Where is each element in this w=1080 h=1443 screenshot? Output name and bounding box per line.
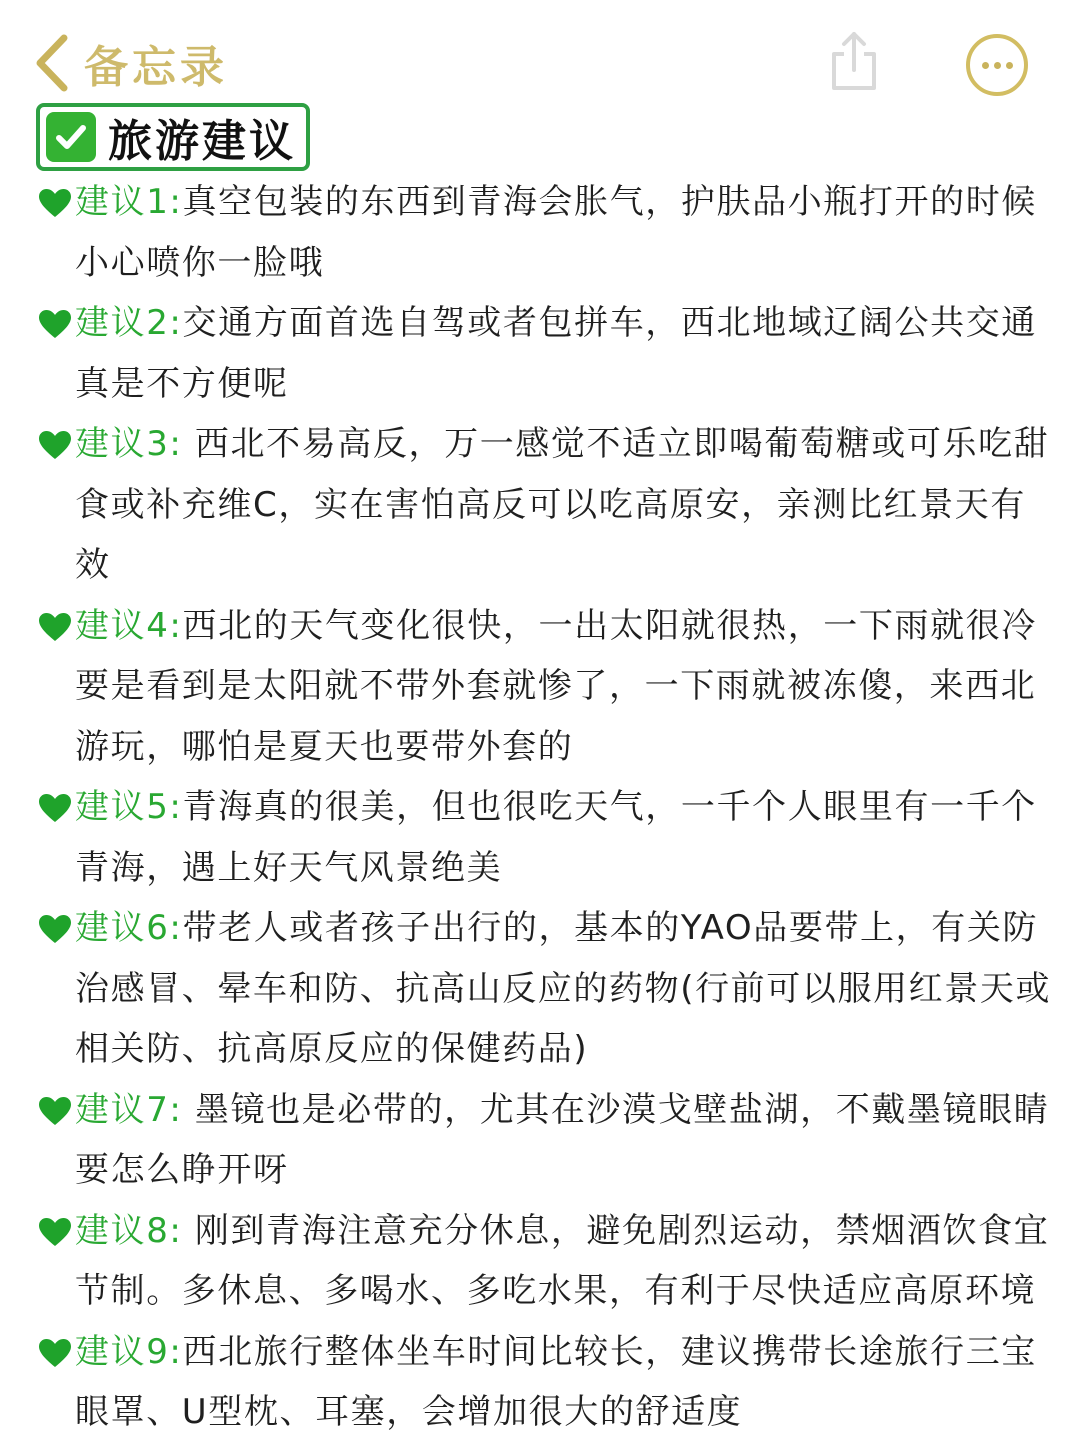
tip-text xyxy=(75,414,1060,596)
list-item xyxy=(0,293,1080,414)
green-heart-icon xyxy=(38,1096,72,1126)
green-heart-icon xyxy=(38,430,72,460)
tip-label: 建议9: xyxy=(75,1331,183,1372)
list-item xyxy=(0,898,1080,1080)
green-heart-icon xyxy=(38,793,72,823)
tip-text xyxy=(75,1322,1060,1443)
share-icon xyxy=(826,28,882,94)
list-item xyxy=(0,596,1080,778)
tip-body: 西北的天气变化很快，一出太阳就很热，一下雨就很冷要是看到是太阳就不带外套就惨了，一下雨就被冻傻，来西北游玩，哪怕是夏天也要带外套的 xyxy=(75,605,1037,767)
tip-text xyxy=(75,1080,1060,1201)
tip-label: 建议1: xyxy=(75,182,183,222)
tip-label: 建议2: xyxy=(75,303,183,343)
green-heart-icon xyxy=(38,1217,72,1247)
note-title: 旅游建议 xyxy=(108,116,296,167)
tip-text xyxy=(75,898,1060,1080)
green-heart-icon xyxy=(38,612,72,642)
tip-label: 建议3: xyxy=(75,424,183,464)
green-heart-icon xyxy=(38,914,72,944)
tip-label: 建议5: xyxy=(75,787,183,827)
note-title-box xyxy=(36,103,310,171)
back-label: 备忘录 xyxy=(84,42,228,93)
more-button[interactable] xyxy=(966,34,1028,96)
share-button[interactable] xyxy=(826,28,882,94)
green-heart-icon xyxy=(38,188,72,218)
green-heart-icon xyxy=(38,1338,72,1368)
tip-body: 墨镜也是必带的，尤其在沙漠戈壁盐湖，不戴墨镜眼睛要怎么睁开呀 xyxy=(75,1089,1050,1190)
tip-text xyxy=(75,777,1060,898)
green-heart-icon xyxy=(38,309,72,339)
tip-text xyxy=(75,172,1060,293)
list-item xyxy=(0,1322,1080,1443)
tip-label: 建议7: xyxy=(75,1089,183,1130)
more-icon xyxy=(982,62,989,69)
navigation-bar xyxy=(0,0,1080,100)
tip-body: 刚到青海注意充分休息，避免剧烈运动，禁烟酒饮食宜节制。多休息、多喝水、多吃水果，有利于尽快适应高原环境 xyxy=(75,1210,1050,1311)
tips-list xyxy=(0,172,1080,1443)
tip-body: 西北不易高反，万一感觉不适立即喝葡萄糖或可乐吃甜食或补充维C，实在害怕高反可以吃高原安，亲测比红景天有效 xyxy=(75,424,1050,585)
tip-body: 交通方面首选自驾或者包拼车，西北地域辽阔公共交通真是不方便呢 xyxy=(75,303,1037,404)
list-item xyxy=(0,414,1080,596)
list-item xyxy=(0,777,1080,898)
tip-text xyxy=(75,293,1060,414)
check-mark-icon xyxy=(46,112,96,162)
back-button[interactable] xyxy=(30,28,228,98)
tip-body: 青海真的很美，但也很吃天气，一千个人眼里有一千个青海，遇上好天气风景绝美 xyxy=(75,787,1037,888)
list-item xyxy=(0,1080,1080,1201)
list-item xyxy=(0,1201,1080,1322)
tip-label: 建议8: xyxy=(75,1210,183,1251)
tip-text xyxy=(75,596,1060,778)
tip-body: 真空包装的东西到青海会胀气，护肤品小瓶打开的时候小心喷你一脸哦 xyxy=(75,182,1037,283)
tip-label: 建议4: xyxy=(75,605,183,646)
list-item xyxy=(0,172,1080,293)
chevron-left-icon xyxy=(30,32,74,94)
tip-body: 带老人或者孩子出行的，基本的YAO品要带上，有关防治感冒、晕车和防、抗高山反应的药物(行前可以服用红景天或相关防、抗高原反应的保健药品) xyxy=(75,908,1052,1069)
tip-body: 西北旅行整体坐车时间比较长，建议携带长途旅行三宝眼罩、U型枕、耳塞，会增加很大的舒适度 xyxy=(75,1331,1037,1432)
tip-label: 建议6: xyxy=(75,908,183,948)
tip-text xyxy=(75,1201,1060,1322)
